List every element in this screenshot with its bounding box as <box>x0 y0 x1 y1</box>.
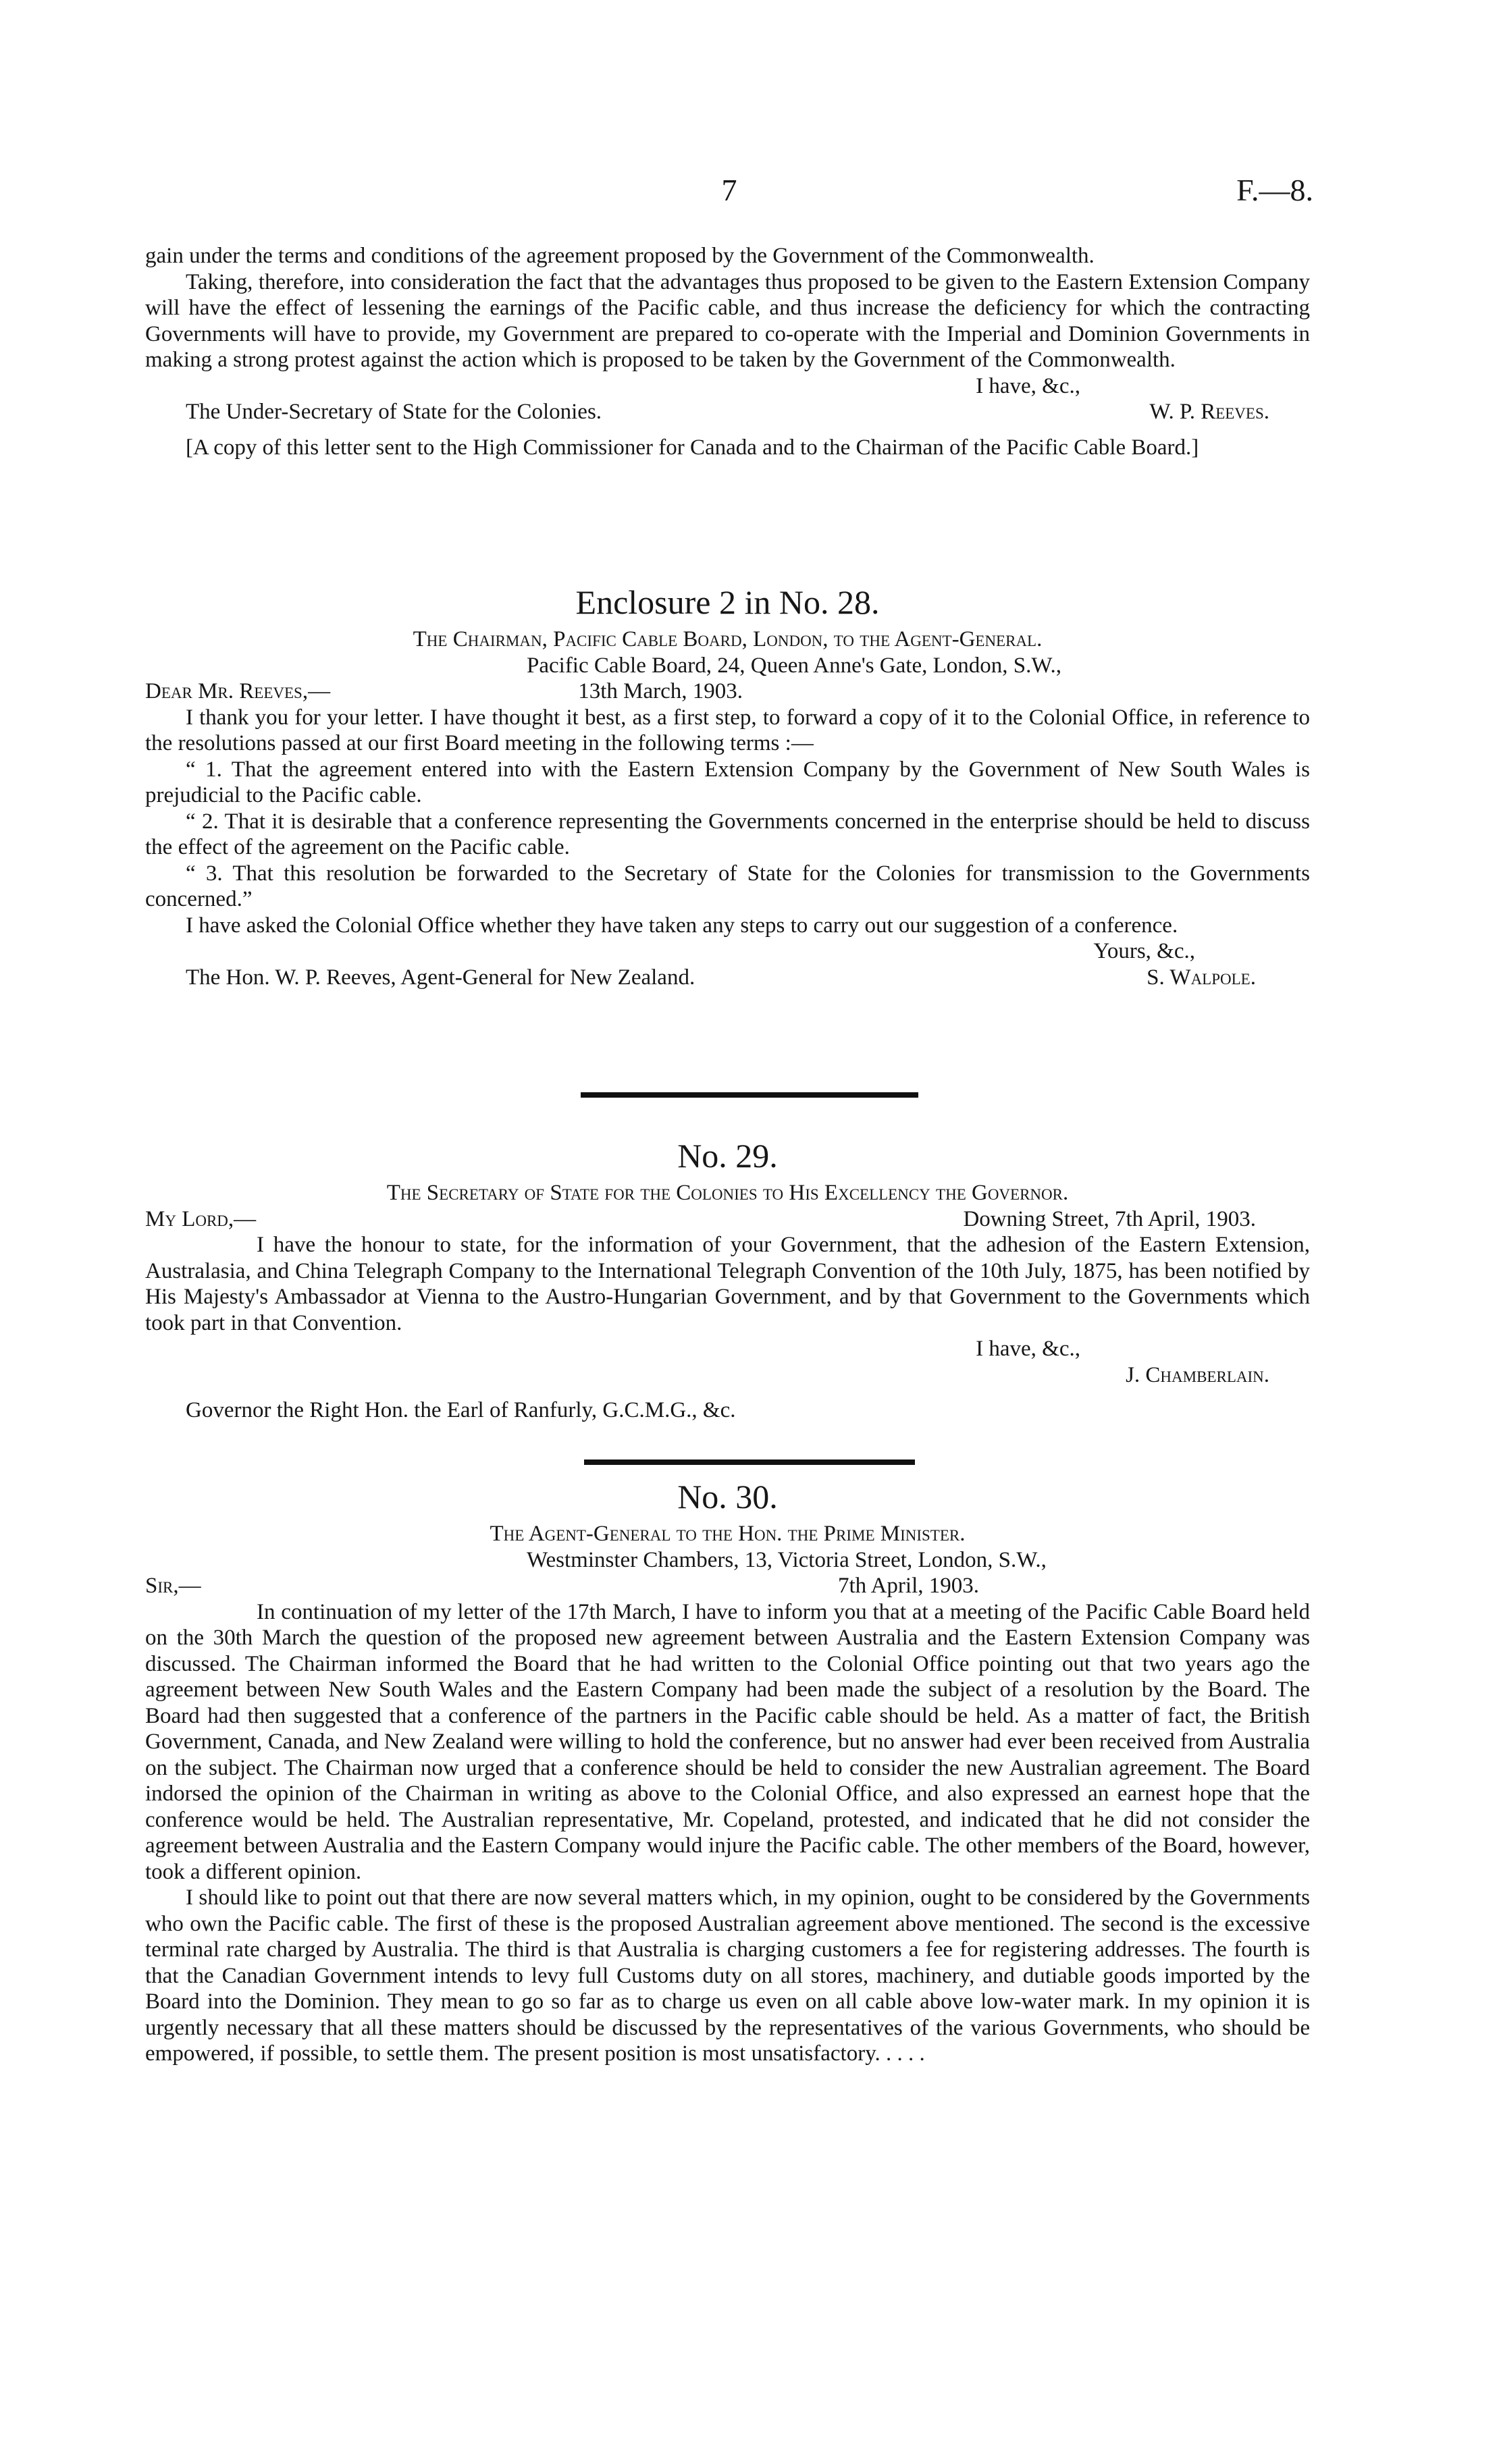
resolution-3: “ 3. That this resolution be forwarded to the Secretary of State for the Colonies for transmission to the Governments concerned.” <box>145 861 1310 911</box>
salutation-row <box>145 1573 1310 1599</box>
section-divider <box>0 1092 1499 1098</box>
sender-address: Westminster Chambers, 13, Victoria Street, London, S.W., <box>527 1547 1047 1572</box>
letter-continuation <box>145 243 1310 460</box>
paragraph: Taking, therefore, into consideration the fact that the advantages thus proposed to be given to the Eastern Extension Company will have the effect of lessening the earnings of the Pacific cable, and thus increase the deficiency for which the contracting Governments will have to provide, my Government are prepared to co-operate with the Imperial and Dominion Governments in making a strong protest against the action which is proposed to be taken by the Government of the Commonwealth. <box>145 269 1310 372</box>
document-reference: F.—8. <box>1236 173 1313 207</box>
paragraph: In continuation of my letter of the 17th March, I have to inform you that at a meeting of the Pacific Cable Board held on the 30th March the question of the proposed new agreement between Australia and the Eastern Extension Company was discussed. The Chairman informed the Board that he had written to the Colonial Office pointing out that two years ago the agreement between New South Wales and the Eastern Company had been made the subject of a resolution by the Board. The Board had then suggested that a conference of the partners in the Pacific cable should be held. As a matter of fact, the British Government, Canada, and New Zealand were willing to hold the conference, but no answer had ever been received from Australia on the subject. The Chairman now urged that a conference should be held to consider the new Australian agreement. The Board indorsed the opinion of the Chairman in writing as above to the Colonial Office, and also expressed an earnest hope that the conference would be held. The Australian representative, Mr. Copeland, protested, and indicated that he did not consider the agreement between Australia and the Eastern Company would injure the Pacific cable. The other members of the Board, however, took a different opinion. <box>145 1599 1310 1884</box>
page-number: 7 <box>721 173 737 207</box>
signature: J. Chamberlain. <box>1126 1362 1269 1387</box>
paragraph: I have asked the Colonial Office whether they have taken any steps to carry out our suggestion of a conference. <box>186 913 1178 938</box>
addressee: The Hon. W. P. Reeves, Agent-General for New Zealand. <box>186 965 695 990</box>
closing: I have, &c., <box>976 1337 1080 1361</box>
page-header <box>145 172 1313 213</box>
resolution-1: “ 1. That the agreement entered into with the Eastern Extension Company by the Government of New South Wales is prejudicial to the Pacific cable. <box>145 757 1310 807</box>
note: [A copy of this letter sent to the High Commissioner for Canada and to the Chairman of the Pacific Cable Board.] <box>186 435 1199 460</box>
salutation-row <box>145 678 1310 705</box>
section-subheading: The Agent-General to the Hon. the Prime Minister. <box>490 1522 966 1546</box>
signature-row <box>145 965 1310 991</box>
section-heading: No. 29. <box>677 1137 778 1175</box>
letter-date: 13th March, 1903. <box>578 679 743 703</box>
section-no-29 <box>145 1134 1310 1424</box>
signature: W. P. Reeves. <box>1149 400 1269 424</box>
signature: S. Walpole. <box>1147 965 1256 990</box>
addressee: Governor the Right Hon. the Earl of Ranfurly, G.C.M.G., &c. <box>186 1398 736 1422</box>
salutation: Dear Mr. Reeves,— <box>145 679 331 703</box>
section-subheading: The Secretary of State for the Colonies to His Excellency the Governor. <box>386 1181 1069 1205</box>
addressee: The Under-Secretary of State for the Colonies. <box>186 400 602 424</box>
section-no-30 <box>145 1475 1310 2067</box>
paragraph: I should like to point out that there are now several matters which, in my opinion, ought to be considered by the Governments who own the Pacific cable. The first of these is the proposed Australian agreement above mentioned. The second is the excessive terminal rate charged by Australia. The third is that Australia is charging customers a fee for registering addresses. The fourth is that the Canadian Government intends to levy full Customs duty on all stores, machinery, and dutiable goods imported by the Board into the Dominion. They mean to go so far as to charge us even on all cable above low-water mark. In my opinion it is urgently necessary that all these matters should be discussed by the representatives of the various Governments, who should be empowered, if possible, to settle them. The present position is most unsatisfactory. . . . . <box>145 1885 1310 2066</box>
salutation-row <box>145 1206 1310 1233</box>
closing: I have, &c., <box>976 373 1080 398</box>
paragraph: I thank you for your letter. I have thought it best, as a first step, to forward a copy of it to the Colonial Office, in reference to the resolutions passed at our first Board meeting in the following terms :— <box>145 705 1310 755</box>
enclosure-section <box>145 581 1310 990</box>
closing: Yours, &c., <box>1093 939 1195 963</box>
section-heading: Enclosure 2 in No. 28. <box>575 583 880 621</box>
paragraph: I have the honour to state, for the information of your Government, that the adhesion of the Eastern Extension, Australasia, and China Telegraph Company to the International Telegraph Convention of the 10th July, 1875, has been notified by His Majesty's Ambassador at Vienna to the Austro-Hungarian Government, and by that Government to the Governments which took part in that Convention. <box>145 1233 1310 1335</box>
section-heading: No. 30. <box>677 1478 778 1516</box>
signature-row <box>145 399 1310 425</box>
sender-address: Downing Street, 7th April, 1903. <box>963 1206 1256 1231</box>
resolution-2: “ 2. That it is desirable that a conference representing the Governments concerned in the enterprise should be held to discuss the effect of the agreement on the Pacific cable. <box>145 809 1310 859</box>
section-divider <box>0 1459 1499 1465</box>
salutation: Sir,— <box>145 1574 201 1598</box>
section-subheading: The Chairman, Pacific Cable Board, London, to the Agent-General. <box>413 627 1043 651</box>
sender-address: Pacific Cable Board, 24, Queen Anne's Gate, London, S.W., <box>527 653 1061 678</box>
salutation: My Lord,— <box>145 1206 257 1231</box>
paragraph: gain under the terms and conditions of the agreement proposed by the Government of the Commonwealth. <box>145 244 1095 268</box>
letter-date: 7th April, 1903. <box>837 1574 979 1598</box>
